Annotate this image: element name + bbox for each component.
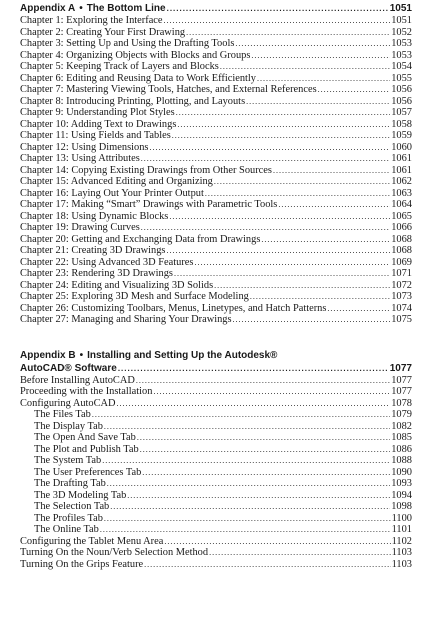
- dot-leader: [176, 107, 391, 119]
- toc-entry-title: Chapter 21: Creating 3D Drawings: [20, 245, 166, 256]
- toc-entry-page: 1102: [391, 535, 412, 547]
- toc-entry-page: 1082: [391, 420, 412, 432]
- toc-entry-page: 1064: [391, 199, 412, 210]
- dot-leader: [166, 245, 390, 257]
- dot-leader: [169, 211, 390, 223]
- toc-entry-title: Before Installing AutoCAD: [20, 374, 135, 386]
- dot-leader: [246, 96, 390, 108]
- toc-entry[interactable]: [20, 513, 412, 525]
- toc-entry-page: 1088: [391, 455, 412, 466]
- toc-entry-title: Chapter 9: Understanding Plot Styles: [20, 107, 175, 118]
- toc-entry[interactable]: [20, 280, 412, 292]
- toc-entry[interactable]: [20, 234, 412, 246]
- appendix-b-page: 1077: [389, 362, 412, 374]
- toc-entry-title: Chapter 2: Creating Your First Drawing: [20, 26, 186, 38]
- dot-leader: [136, 375, 390, 387]
- toc-entry-page: 1098: [391, 501, 412, 512]
- toc-entry[interactable]: [20, 119, 412, 131]
- toc-entry[interactable]: [20, 375, 412, 387]
- toc-entry-title: Turning On the Grips Feature: [20, 558, 144, 570]
- toc-entry-page: 1103: [391, 547, 412, 558]
- toc-entry-page: 1086: [391, 443, 412, 455]
- toc-entry-page: 1071: [391, 268, 412, 279]
- toc-entry-title: Chapter 6: Editing and Reusing Data to Work Efficiently: [20, 72, 256, 84]
- dot-leader: [327, 303, 390, 315]
- toc-entry-page: 1058: [391, 118, 412, 130]
- dot-leader: [278, 199, 390, 211]
- toc-entry-title: Chapter 16: Laying Out Your Printer Output: [20, 187, 204, 199]
- appendix-a-label: Appendix A: [20, 3, 76, 14]
- section-gap: [20, 326, 412, 349]
- dot-leader: [318, 84, 391, 96]
- toc-entry-title: The Profiles Tab: [34, 512, 103, 524]
- toc-entry-title: The Online Tab: [34, 524, 99, 535]
- toc-entry-title: Chapter 27: Managing and Sharing Your Drawings: [20, 314, 232, 325]
- toc-entry[interactable]: [20, 291, 412, 303]
- dot-leader: [251, 50, 390, 62]
- toc-entry[interactable]: [20, 211, 412, 223]
- dot-leader: [273, 165, 390, 177]
- toc-entry[interactable]: [20, 84, 412, 96]
- toc-entry-page: 1078: [391, 397, 412, 409]
- appendix-b-heading-line2: [20, 362, 412, 375]
- toc-entry-title: Chapter 18: Using Dynamic Blocks: [20, 210, 169, 222]
- toc-entry[interactable]: [20, 96, 412, 108]
- toc-entry[interactable]: [20, 50, 412, 62]
- appendix-a-title: The Bottom Line: [86, 3, 166, 14]
- toc-entry-page: 1057: [391, 107, 412, 118]
- toc-entry[interactable]: [20, 15, 412, 27]
- toc-entry[interactable]: [20, 536, 412, 548]
- toc-entry[interactable]: [20, 165, 412, 177]
- dot-leader: [107, 478, 390, 490]
- toc-entry-title: Chapter 23: Rendering 3D Drawings: [20, 268, 173, 279]
- toc-entry[interactable]: [20, 467, 412, 479]
- toc-entry-page: 1061: [391, 153, 412, 164]
- toc-entry[interactable]: [20, 222, 412, 234]
- toc-entry[interactable]: [20, 199, 412, 211]
- toc-entry[interactable]: [20, 432, 412, 444]
- dot-leader: [220, 61, 390, 73]
- dot-leader: [194, 257, 390, 269]
- toc-entry-title: Chapter 11: Using Fields and Tables: [20, 130, 171, 141]
- toc-entry-title: Turning On the Noun/Verb Selection Method: [20, 547, 209, 558]
- toc-entry[interactable]: [20, 268, 412, 280]
- toc-entry-page: 1053: [391, 38, 412, 49]
- toc-entry[interactable]: [20, 130, 412, 142]
- toc-entry[interactable]: [20, 303, 412, 315]
- dot-leader: [92, 409, 390, 421]
- appendix-b-entries: [20, 375, 412, 571]
- toc-entry-page: 1101: [391, 524, 412, 535]
- toc-entry-title: Configuring AutoCAD: [20, 397, 116, 409]
- dot-leader: [214, 176, 390, 188]
- toc-entry-title: The System Tab: [34, 455, 102, 466]
- toc-entry[interactable]: [20, 501, 412, 513]
- toc-entry-title: Chapter 19: Drawing Curves: [20, 222, 140, 233]
- dot-leader: [177, 119, 390, 131]
- toc-entry[interactable]: [20, 61, 412, 73]
- toc-entry-title: Chapter 3: Setting Up and Using the Drafting Tools: [20, 38, 235, 49]
- appendix-a-page: 1051: [389, 3, 412, 14]
- dot-leader: [186, 27, 390, 39]
- toc-entry[interactable]: [20, 444, 412, 456]
- dot-leader: [144, 559, 390, 571]
- toc-entry-title: The Selection Tab: [34, 501, 110, 512]
- toc-entry[interactable]: [20, 73, 412, 85]
- dot-leader: [140, 444, 391, 456]
- toc-entry[interactable]: [20, 421, 412, 433]
- toc-entry-title: Chapter 15: Advanced Editing and Organizing: [20, 176, 213, 187]
- toc-entry-page: 1100: [391, 512, 412, 524]
- toc-entry-page: 1055: [391, 72, 412, 84]
- toc-entry-page: 1059: [391, 130, 412, 141]
- toc-entry[interactable]: [20, 176, 412, 188]
- appendix-a-entries: [20, 15, 412, 326]
- dot-leader: [100, 524, 391, 536]
- toc-entry-title: Chapter 8: Introducing Printing, Plotting, and Layouts: [20, 95, 246, 107]
- dot-leader: [205, 188, 390, 200]
- dot-leader: [127, 490, 390, 502]
- toc-entry-title: Chapter 25: Exploring 3D Mesh and Surface Modeling: [20, 291, 249, 302]
- dot-leader: [214, 280, 390, 292]
- dot-leader: [110, 501, 390, 513]
- toc-entry-page: 1085: [391, 432, 412, 443]
- dot-leader: [209, 547, 391, 559]
- toc-entry-title: The User Preferences Tab: [34, 466, 142, 478]
- dot-leader: [172, 130, 390, 142]
- toc-entry-title: Chapter 13: Using Attributes: [20, 153, 140, 164]
- dot-leader: [250, 291, 390, 303]
- toc-entry-page: 1072: [391, 279, 412, 291]
- toc-entry[interactable]: [20, 153, 412, 165]
- dot-leader: [235, 38, 390, 50]
- toc-entry[interactable]: [20, 27, 412, 39]
- toc-entry-page: 1077: [391, 386, 412, 397]
- toc-entry-page: 1053: [391, 49, 412, 61]
- toc-entry-title: Chapter 20: Getting and Exchanging Data from Drawings: [20, 233, 261, 245]
- dot-leader: [164, 15, 391, 27]
- dot-leader: [167, 2, 389, 15]
- dot-leader: [261, 234, 390, 246]
- toc-entry[interactable]: [20, 409, 412, 421]
- toc-entry[interactable]: [20, 547, 412, 559]
- toc-entry-title: Chapter 26: Customizing Toolbars, Menus, Linetypes, and Hatch Patterns: [20, 302, 327, 314]
- toc-entry-title: Chapter 5: Keeping Track of Layers and Blocks: [20, 61, 219, 72]
- toc-entry[interactable]: [20, 478, 412, 490]
- toc-entry-page: 1056: [391, 95, 412, 107]
- toc-entry-title: The Plot and Publish Tab: [34, 443, 139, 455]
- toc-entry[interactable]: [20, 107, 412, 119]
- dot-leader: [141, 222, 390, 234]
- dot-leader: [104, 421, 390, 433]
- appendix-a-bullet: •: [79, 3, 83, 14]
- dot-leader: [142, 467, 390, 479]
- toc-entry-page: 1077: [391, 374, 412, 386]
- toc-entry-title: Proceeding with the Installation: [20, 386, 153, 397]
- dot-leader: [233, 314, 391, 326]
- toc-entry-page: 1069: [391, 256, 412, 268]
- toc-entry-title: The Files Tab: [34, 409, 91, 420]
- toc-entry-page: 1094: [391, 489, 412, 501]
- toc-entry-title: Chapter 1: Exploring the Interface: [20, 15, 163, 26]
- toc-entry[interactable]: [20, 455, 412, 467]
- dot-leader: [164, 536, 390, 548]
- toc-entry-page: 1068: [391, 233, 412, 245]
- toc-entry-page: 1075: [391, 314, 412, 325]
- toc-entry-title: The Drafting Tab: [34, 478, 106, 489]
- toc-entry-title: Chapter 17: Making “Smart” Drawings with Parametric Tools: [20, 199, 278, 210]
- appendix-a-heading: [20, 2, 412, 15]
- toc-entry-page: 1074: [391, 302, 412, 314]
- appendix-b-heading-line1: [20, 349, 412, 362]
- dot-leader: [137, 432, 390, 444]
- toc-entry[interactable]: [20, 245, 412, 257]
- dot-leader: [118, 362, 389, 375]
- dot-leader: [153, 386, 390, 398]
- toc-entry-page: 1056: [391, 84, 412, 95]
- appendix-b-title-line1: Installing and Setting Up the Autodesk®: [87, 349, 278, 361]
- toc-entry-title: Chapter 10: Adding Text to Drawings: [20, 118, 177, 130]
- dot-leader: [257, 73, 390, 85]
- toc-entry-title: Chapter 14: Copying Existing Drawings from Other Sources: [20, 164, 272, 176]
- dot-leader: [117, 398, 391, 410]
- dot-leader: [102, 455, 390, 467]
- appendix-b-label: Appendix B: [20, 349, 76, 361]
- toc-entry-page: 1073: [391, 291, 412, 302]
- toc-entry-page: 1066: [391, 222, 412, 233]
- toc-entry-title: Configuring the Tablet Menu Area: [20, 535, 164, 547]
- toc-entry[interactable]: [20, 188, 412, 200]
- toc-entry[interactable]: [20, 142, 412, 154]
- toc-entry-title: Chapter 4: Organizing Objects with Blocks and Groups: [20, 49, 251, 61]
- toc-entry-page: 1090: [391, 466, 412, 478]
- toc-entry-title: Chapter 24: Editing and Visualizing 3D Solids: [20, 279, 214, 291]
- toc-entry-page: 1068: [391, 245, 412, 256]
- dot-leader: [141, 153, 390, 165]
- toc-entry-title: The Open And Save Tab: [34, 432, 136, 443]
- toc-entry-page: 1065: [391, 210, 412, 222]
- toc-entry-title: The Display Tab: [34, 420, 103, 432]
- dot-leader: [149, 142, 390, 154]
- toc-entry[interactable]: [20, 490, 412, 502]
- toc-entry[interactable]: [20, 524, 412, 536]
- toc-entry-page: 1060: [391, 141, 412, 153]
- toc-entry-page: 1063: [391, 187, 412, 199]
- appendix-b-title-line2: AutoCAD® Software: [20, 362, 117, 374]
- toc-entry[interactable]: [20, 314, 412, 326]
- toc-entry-page: 1054: [391, 61, 412, 72]
- toc-entry-page: 1093: [391, 478, 412, 489]
- toc-entry-page: 1052: [391, 26, 412, 38]
- toc-entry-page: 1051: [391, 15, 412, 26]
- toc-entry[interactable]: [20, 257, 412, 269]
- toc-entry-page: 1103: [391, 558, 412, 570]
- appendix-b-bullet: •: [79, 349, 84, 361]
- toc-entry-title: Chapter 7: Mastering Viewing Tools, Hatches, and External References: [20, 84, 317, 95]
- dot-leader: [174, 268, 390, 280]
- toc-entry[interactable]: [20, 559, 412, 571]
- toc-entry[interactable]: [20, 386, 412, 398]
- toc-entry-title: Chapter 22: Using Advanced 3D Features: [20, 256, 194, 268]
- toc-entry-page: 1062: [391, 176, 412, 187]
- toc-entry-page: 1061: [391, 164, 412, 176]
- toc-entry-title: Chapter 12: Using Dimensions: [20, 141, 149, 153]
- toc-entry[interactable]: [20, 38, 412, 50]
- toc-entry[interactable]: [20, 398, 412, 410]
- dot-leader: [104, 513, 391, 525]
- toc-entry-title: The 3D Modeling Tab: [34, 489, 127, 501]
- toc-entry-page: 1079: [391, 409, 412, 420]
